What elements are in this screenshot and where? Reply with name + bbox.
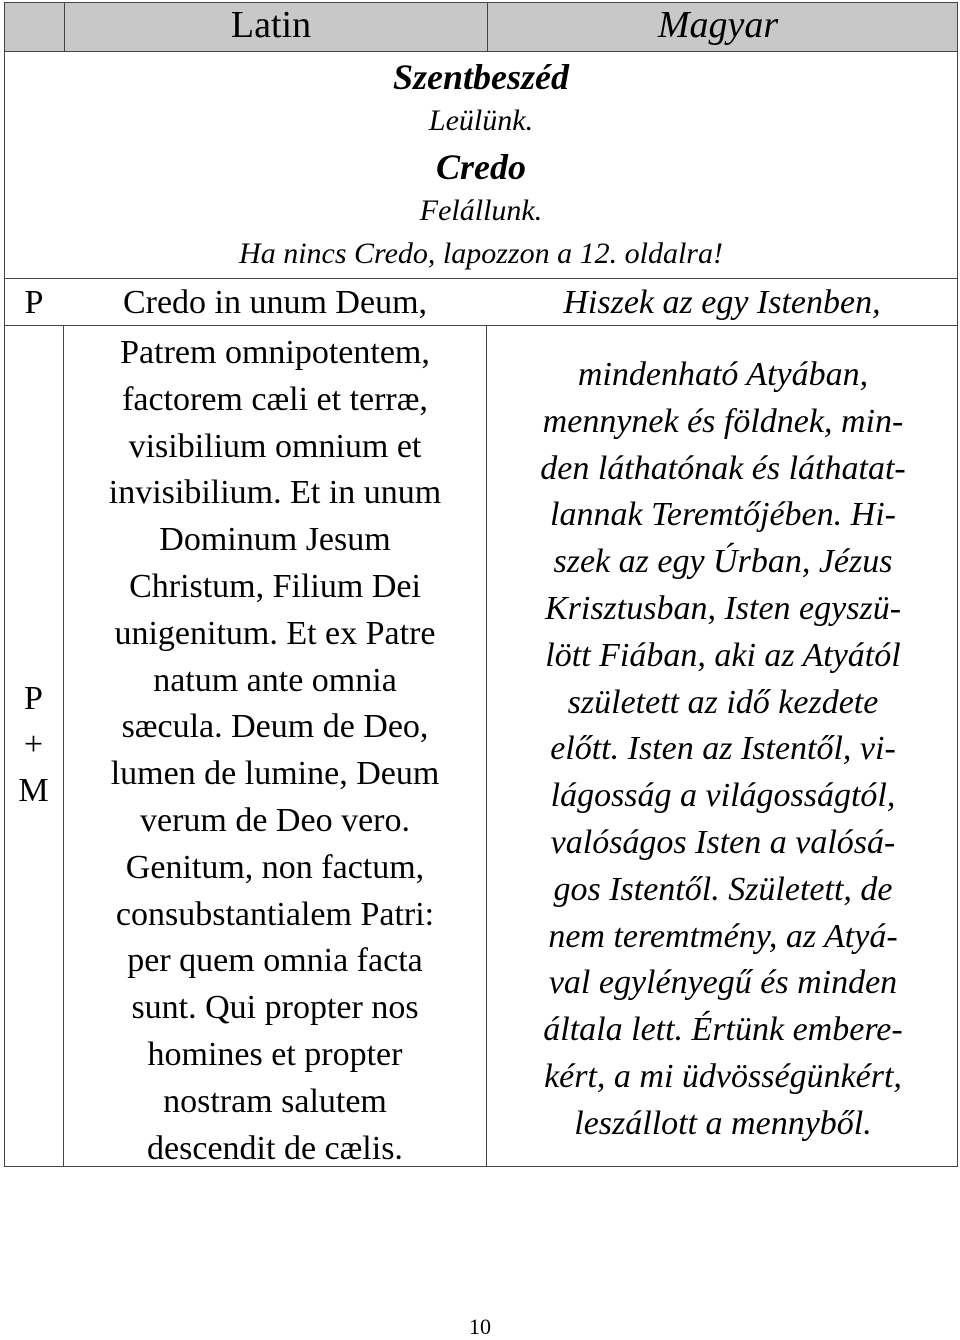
magyar-line: nem teremtmény, az Atyá- xyxy=(548,917,898,955)
magyar-line: gos Istentől. Született, de xyxy=(553,870,893,908)
latin-line: visibilium omnium et xyxy=(128,427,422,465)
magyar-line: lannak Teremtőjében. Hi- xyxy=(550,496,896,534)
magyar-line: született az idő kezdete xyxy=(567,683,879,721)
latin-line: invisibilium. Et in unum xyxy=(108,474,442,512)
credo-title: Credo xyxy=(436,147,526,187)
magyar-line: általa lett. Értünk embere- xyxy=(543,1011,903,1049)
latin-line: Patrem omnipotentem, xyxy=(120,334,430,371)
magyar-line: szek az egy Úrban, Jézus xyxy=(553,543,893,581)
page-number: 10 xyxy=(469,1314,491,1339)
magyar-line: mennynek és földnek, min- xyxy=(542,402,904,440)
table-row-priest xyxy=(4,278,958,325)
magyar-line: lött Fiában, aki az Atyától xyxy=(545,636,901,674)
magyar-line: mindenható Atyában, xyxy=(577,356,869,393)
magyar-line: valóságos Isten a valósá- xyxy=(550,823,896,861)
latin-line: unigenitum. Et ex Patre xyxy=(114,614,436,652)
role-line: + xyxy=(23,726,44,763)
role-line: M xyxy=(18,772,49,809)
column-divider xyxy=(486,326,487,1167)
latin-line: Dominum Jesum xyxy=(159,521,391,559)
magyar-line: lágosság a világosságtól, xyxy=(550,777,896,815)
latin-line: Genitum, non factum, xyxy=(125,848,425,886)
column-divider xyxy=(63,326,64,1167)
latin-line: descendit de cælis. xyxy=(147,1129,403,1167)
latin-column-header: Latin xyxy=(230,4,312,46)
magyar-text: Hiszek az egy Istenben, xyxy=(563,284,881,321)
role-label xyxy=(4,676,63,814)
latin-line: Christum, Filium Dei xyxy=(129,567,421,605)
magyar-line: kért, a mi üdvösségünkért, xyxy=(544,1057,902,1095)
latin-line: sæcula. Deum de Deo, xyxy=(121,708,429,746)
latin-line: nostram salutem xyxy=(163,1082,387,1120)
latin-line: per quem omnia facta xyxy=(127,942,423,980)
magyar-line: leszállott a mennyből. xyxy=(574,1104,872,1142)
magyar-text xyxy=(490,352,956,1148)
latin-line: natum ante omnia xyxy=(153,661,397,699)
latin-line: consubstantialem Patri: xyxy=(115,895,435,933)
latin-text: Credo in unum Deum, xyxy=(122,284,428,321)
sermon-title: Szentbeszéd xyxy=(392,57,569,97)
table-row-priest-and-people xyxy=(4,325,958,1167)
magyar-line: előtt. Isten az Istentől, vi- xyxy=(550,730,896,768)
latin-text xyxy=(66,330,484,1172)
role-label: P xyxy=(24,284,44,321)
latin-line: sunt. Qui propter nos xyxy=(131,989,419,1027)
magyar-line: den láthatónak és láthatat- xyxy=(540,449,906,487)
skip-instruction: Ha nincs Credo, lapozzon a 12. oldalra! xyxy=(239,237,723,270)
magyar-column-header: Magyar xyxy=(657,4,779,46)
magyar-line: Krisztusban, Isten egyszü- xyxy=(544,589,902,627)
role-line: P xyxy=(24,680,43,717)
latin-line: verum de Deo vero. xyxy=(139,801,410,839)
latin-line: lumen de lumine, Deum xyxy=(110,755,440,793)
latin-line: homines et propter xyxy=(147,1035,403,1073)
sit-instruction: Leülünk. xyxy=(428,104,534,137)
magyar-line: val egylényegű és minden xyxy=(548,964,898,1002)
latin-line: factorem cæli et terræ, xyxy=(122,380,428,418)
stand-instruction: Felállunk. xyxy=(419,194,543,227)
